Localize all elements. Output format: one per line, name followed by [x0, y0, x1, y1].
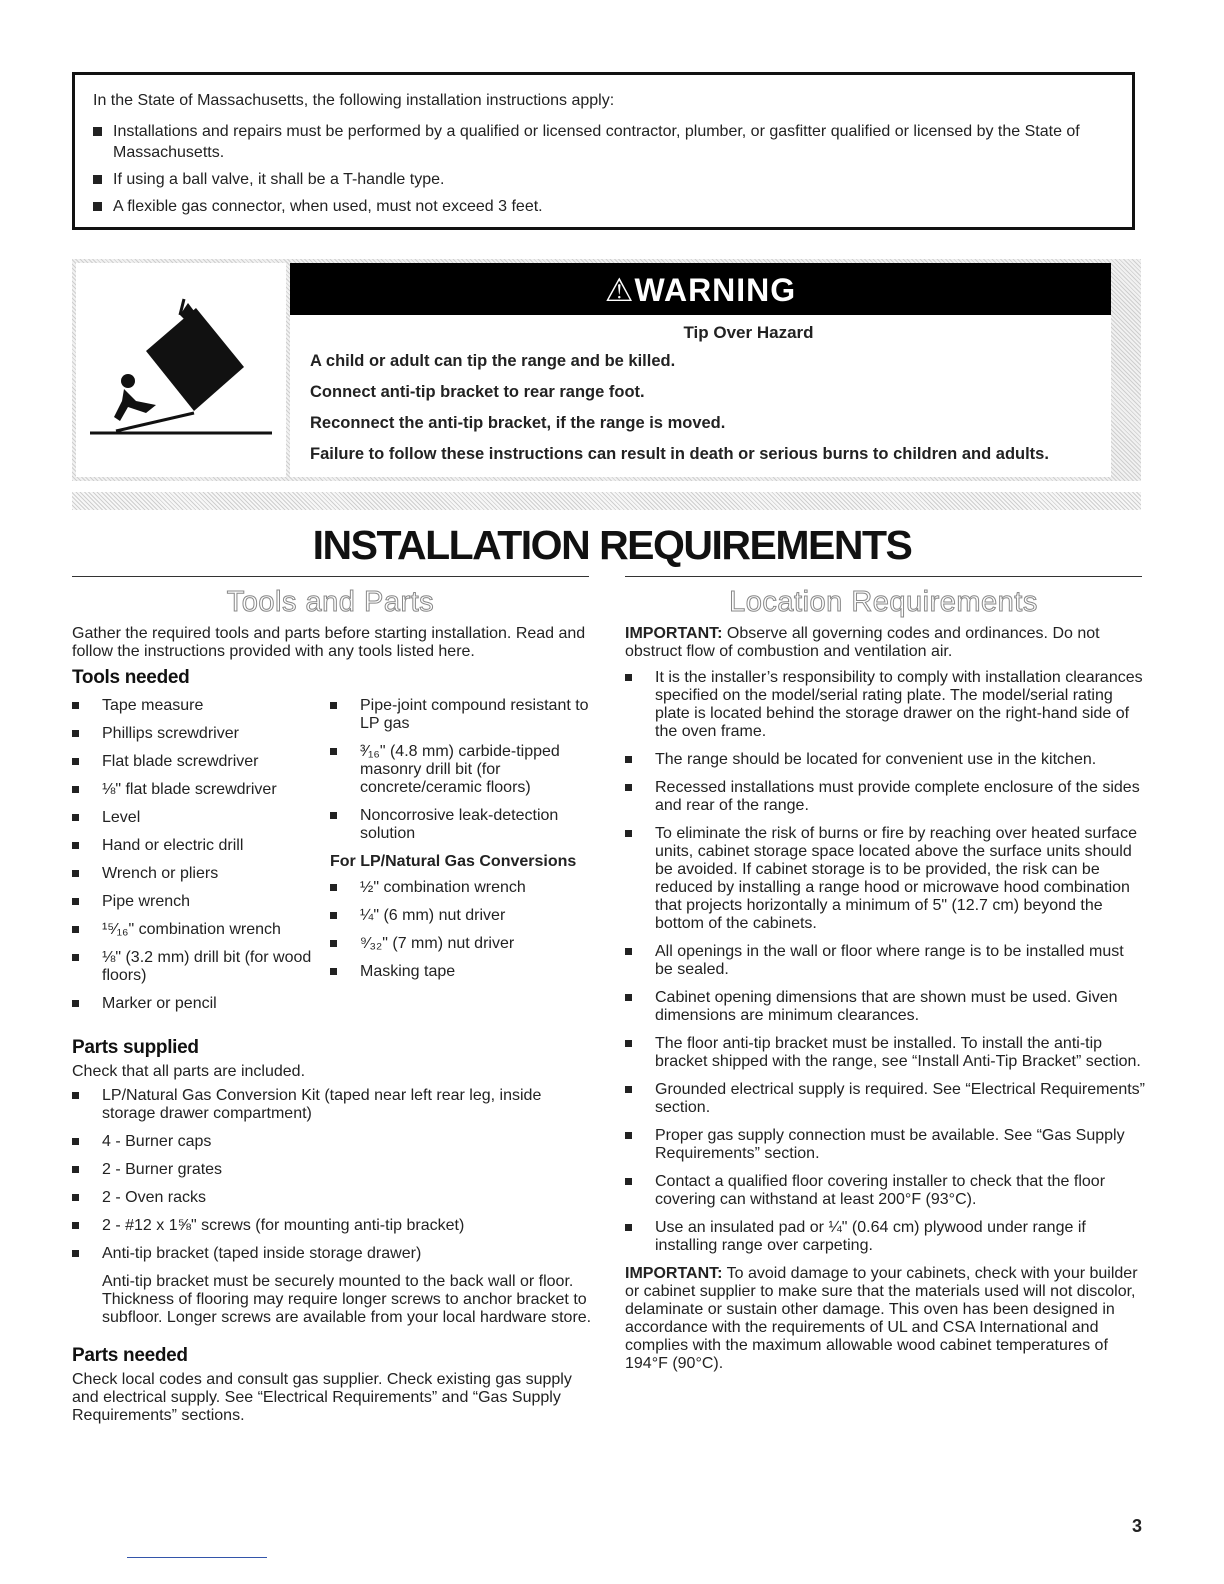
- warning-header: ⚠WARNING: [290, 263, 1111, 315]
- list-item: A flexible gas connector, when used, must not exceed 3 feet.: [93, 196, 1114, 217]
- bullet-icon: [625, 994, 632, 1001]
- massachusetts-notice: [72, 72, 1135, 230]
- bullet-icon: [330, 702, 337, 709]
- bullet-icon: [72, 786, 79, 793]
- parts-supplied-heading: Parts supplied: [72, 1037, 199, 1058]
- bullet-icon: [625, 756, 632, 763]
- list-item: Hand or electric drill: [72, 837, 330, 855]
- warning-line: A child or adult can tip the range and be killed.: [310, 352, 676, 370]
- tools-needed-heading: Tools needed: [72, 667, 190, 688]
- list-item: The floor anti-tip bracket must be installed. To install the anti-tip bracket shipped with the range, see “Install Anti-Tip Bracket” section.: [625, 1035, 1145, 1071]
- list-item: Grounded electrical supply is required. See “Electrical Requirements” section.: [625, 1081, 1145, 1117]
- list-item: Level: [72, 809, 330, 827]
- bullet-icon: [93, 127, 102, 136]
- bullet-icon: [625, 1086, 632, 1093]
- bullet-icon: [72, 954, 79, 961]
- lp-conversion-heading: For LP/Natural Gas Conversions: [330, 853, 577, 870]
- tools-list-2-wrap: [330, 697, 592, 1023]
- lp-tools-list: [330, 879, 592, 981]
- warning-panel: [290, 263, 1111, 477]
- bullet-icon: [93, 202, 102, 211]
- bullet-icon: [72, 842, 79, 849]
- page-title: INSTALLATION REQUIREMENTS: [312, 522, 912, 568]
- bullet-icon: [330, 748, 337, 755]
- warning-line: Connect anti-tip bracket to rear range foot.: [310, 383, 645, 401]
- warning-title: Tip Over Hazard: [683, 323, 814, 342]
- list-item: It is the installer’s responsibility to comply with installation clearances specified on the model/serial rating plate. The model/serial rating plate is located behind the storage drawer on the right-hand side of the oven frame.: [625, 669, 1145, 741]
- list-item: Wrench or pliers: [72, 865, 330, 883]
- list-item: ⁹⁄₃₂" (7 mm) nut driver: [330, 935, 592, 953]
- list-item: Proper gas supply connection must be available. See “Gas Supply Requirements” section.: [625, 1127, 1145, 1163]
- anti-tip-note: Anti-tip bracket must be securely mounted to the back wall or floor. Thickness of flooring may require longer screws to anchor bracket to subfloor. Longer screws are available from your local hardware store.: [102, 1273, 592, 1326]
- tip-over-illustration: [76, 263, 286, 477]
- parts-needed-text: Check local codes and consult gas supplier. Check existing gas supply and electrical supply. See “Electrical Requirements” and “Gas Supply Requirements” sections.: [72, 1371, 572, 1424]
- list-item: Recessed installations must provide complete enclosure of the sides and rear of the range.: [625, 779, 1145, 815]
- parts-supplied-list: [72, 1087, 592, 1263]
- warning-line: Failure to follow these instructions can result in death or serious burns to children and adults.: [310, 445, 1049, 463]
- bullet-icon: [72, 1000, 79, 1007]
- list-item: ½" combination wrench: [330, 879, 592, 897]
- bullet-icon: [72, 1138, 79, 1145]
- right-rule: [625, 576, 1142, 577]
- bullet-icon: [72, 926, 79, 933]
- bullet-icon: [625, 1178, 632, 1185]
- tip-over-warning: [72, 259, 1141, 481]
- footer-line: [127, 1557, 267, 1558]
- list-item: Flat blade screwdriver: [72, 753, 330, 771]
- list-item: ¹⁵⁄₁₆" combination wrench: [72, 921, 330, 939]
- list-item: If using a ball valve, it shall be a T-handle type.: [93, 169, 1114, 190]
- list-item: Cabinet opening dimensions that are shown must be used. Given dimensions are minimum clearances.: [625, 989, 1145, 1025]
- list-item: Use an insulated pad or ¼" (0.64 cm) plywood under range if installing range over carpeting.: [625, 1219, 1145, 1255]
- massachusetts-intro: In the State of Massachusetts, the following installation instructions apply:: [93, 92, 615, 109]
- bullet-icon: [72, 1092, 79, 1099]
- tools-list-2: [330, 697, 592, 843]
- list-item: Phillips screwdriver: [72, 725, 330, 743]
- bullet-icon: [72, 758, 79, 765]
- list-item: Pipe-joint compound resistant to LP gas: [330, 697, 592, 733]
- tools-intro: Gather the required tools and parts before starting installation. Read and follow the instructions provided with any tools listed here.: [72, 625, 586, 660]
- list-item: Tape measure: [72, 697, 330, 715]
- list-item: ⅛" flat blade screwdriver: [72, 781, 330, 799]
- bullet-icon: [625, 830, 632, 837]
- tools-parts-heading: Tools and Parts: [226, 586, 435, 618]
- bullet-icon: [330, 812, 337, 819]
- tools-grid: [72, 697, 592, 1023]
- list-item: Installations and repairs must be performed by a qualified or licensed contractor, plumber, or gasfitter qualified or licensed by the State of Massachusetts.: [93, 121, 1114, 163]
- list-item: Contact a qualified floor covering installer to check that the floor covering can withstand at least 200°F (93°C).: [625, 1173, 1145, 1209]
- bullet-icon: [625, 1224, 632, 1231]
- list-item: 2 - #12 x 1⅝" screws (for mounting anti-tip bracket): [72, 1217, 592, 1235]
- tip-over-icon: [76, 263, 286, 477]
- location-list: [625, 669, 1145, 1255]
- important-note: IMPORTANT: Observe all governing codes and ordinances. Do not obstruct flow of combustion and ventilation air.: [625, 625, 1100, 660]
- list-item: 2 - Oven racks: [72, 1189, 592, 1207]
- list-item: Anti-tip bracket (taped inside storage drawer): [72, 1245, 592, 1263]
- bullet-icon: [330, 912, 337, 919]
- hatch-divider: [72, 492, 1141, 510]
- page-number: 3: [1131, 1516, 1142, 1536]
- list-item: ⅛" (3.2 mm) drill bit (for wood floors): [72, 949, 330, 985]
- parts-needed-heading: Parts needed: [72, 1345, 188, 1366]
- bullet-icon: [330, 884, 337, 891]
- location-heading: Location Requirements: [729, 586, 1038, 618]
- list-item: Noncorrosive leak-detection solution: [330, 807, 592, 843]
- massachusetts-list: [93, 121, 1114, 217]
- list-item: Marker or pencil: [72, 995, 330, 1013]
- important-cabinet-note: IMPORTANT: To avoid damage to your cabinets, check with your builder or cabinet supplier to make sure that the materials used will not discolor, delaminate or sustain other damage. This oven has been designed in accordance with the requirements of UL and CSA International and complies with the maximum allowable wood cabinet temperatures of 194°F (90°C).: [625, 1265, 1138, 1372]
- bullet-icon: [330, 968, 337, 975]
- bullet-icon: [72, 1166, 79, 1173]
- tools-parts-section: [72, 625, 592, 1425]
- bullet-icon: [625, 784, 632, 791]
- list-item: ³⁄₁₆" (4.8 mm) carbide-tipped masonry drill bit (for concrete/ceramic floors): [330, 743, 592, 797]
- bullet-icon: [625, 948, 632, 955]
- bullet-icon: [330, 940, 337, 947]
- bullet-icon: [625, 1132, 632, 1139]
- bullet-icon: [625, 1040, 632, 1047]
- tools-list-1: [72, 697, 330, 1023]
- bullet-icon: [72, 1250, 79, 1257]
- list-item: Pipe wrench: [72, 893, 330, 911]
- bullet-icon: [72, 898, 79, 905]
- list-item: ¼" (6 mm) nut driver: [330, 907, 592, 925]
- location-section: [625, 625, 1145, 1373]
- bullet-icon: [93, 175, 102, 184]
- list-item: To eliminate the risk of burns or fire by reaching over heated surface units, cabinet storage space located above the surface units should be avoided. If cabinet storage is to be provided, the risk can be reduced by installing a range hood or microwave hood combination that projects horizontally a minimum of 5" (12.7 cm) beyond the bottom of the cabinets.: [625, 825, 1145, 933]
- bullet-icon: [72, 1222, 79, 1229]
- bullet-icon: [72, 702, 79, 709]
- left-rule: [72, 576, 589, 577]
- list-item: The range should be located for convenient use in the kitchen.: [625, 751, 1145, 769]
- list-item: Masking tape: [330, 963, 592, 981]
- parts-supplied-intro: Check that all parts are included.: [72, 1063, 306, 1080]
- bullet-icon: [72, 1194, 79, 1201]
- list-item: LP/Natural Gas Conversion Kit (taped near left rear leg, inside storage drawer compartment): [72, 1087, 592, 1123]
- list-item: All openings in the wall or floor where range is to be installed must be sealed.: [625, 943, 1145, 979]
- bullet-icon: [72, 814, 79, 821]
- bullet-icon: [625, 674, 632, 681]
- list-item: 4 - Burner caps: [72, 1133, 592, 1151]
- bullet-icon: [72, 870, 79, 877]
- list-item: 2 - Burner grates: [72, 1161, 592, 1179]
- bullet-icon: [72, 730, 79, 737]
- warning-line: Reconnect the anti-tip bracket, if the range is moved.: [310, 414, 726, 432]
